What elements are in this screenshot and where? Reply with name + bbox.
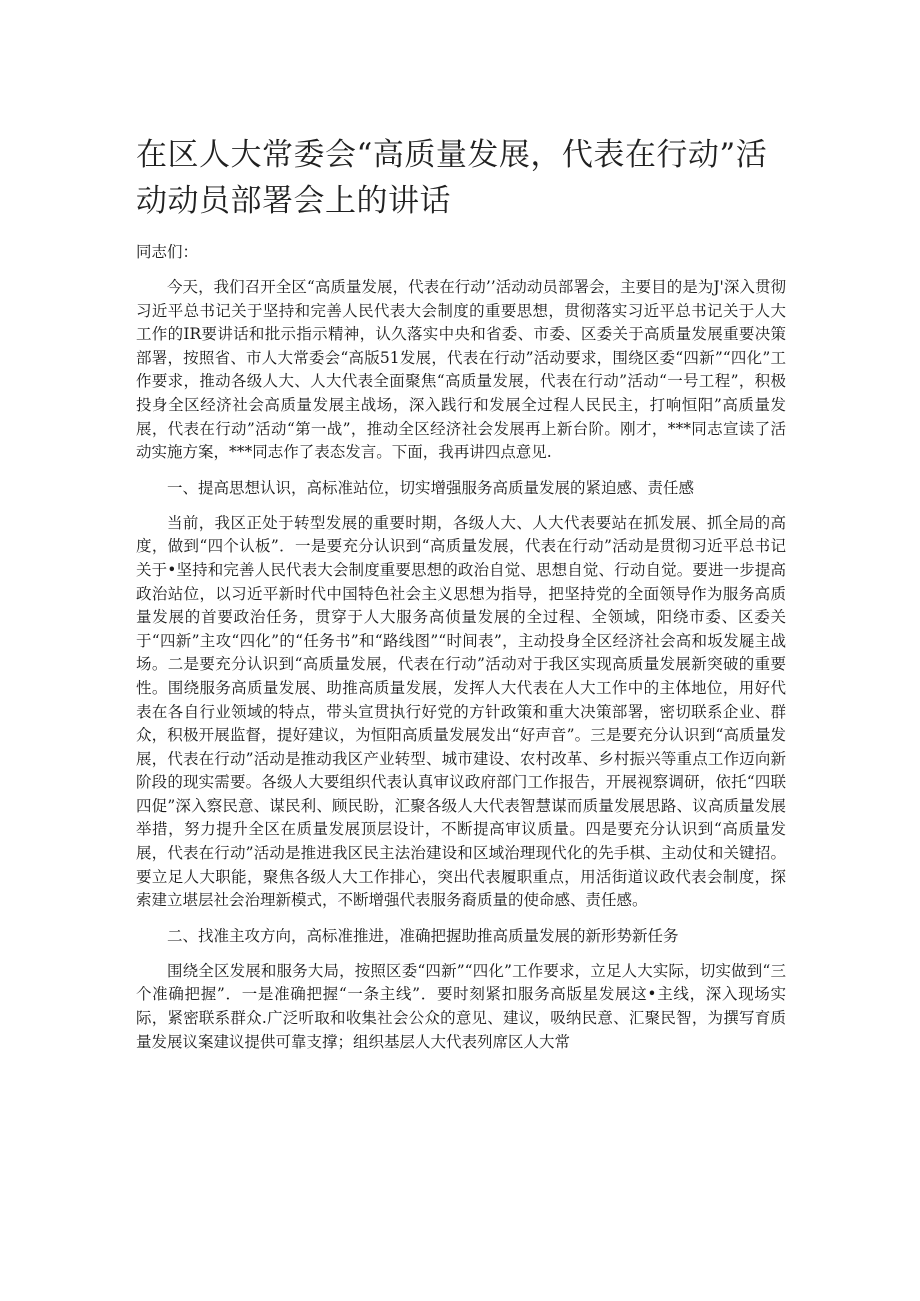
document-body (136, 241, 786, 1064)
salutation: 同志们： (136, 243, 199, 261)
section-2-heading: 二、找准主攻方向，高标准推进，准确把握助推高质量发展的新形势新任务 (167, 926, 679, 945)
section-1-paragraph: 当前，我区正处于转型发展的重要时期，各级人大、人大代表要站在抓发展、抓全局的高度，做到“四个认板”．一是要充分认识到“高质量发展，代表在行动”活动是贯彻习近平总书记关于•坚持和完善人民代表大会制度重要思想的政治自觉、思想自觉、行动自觉。要进一步提高政治站位，以习近平新时代中国特色社会主义思想为指导，把坚持党的全面领导作为服务高质量发展的首要政治任务，贯穿于人大服务高侦量发展的全过程、全领域，阳绕市委、区委关于“四新”主攻“四化”的“任务书”和“路线图”“时间表”，主动投身全区经济社会高和坂发屣主战场。二是要充分认识到“高质量发展，代表在行动”活动对于我区实现高质量发展新突破的重要性。围绕服务高质量发展、助推高质量发展，发挥人大代表在人大工作中的主体地位，用好代表在各自行业领域的特点，带头宣贯执行好党的方针政策和重大决策部署，密切联系企业、群众，积极开展监督，提好建议，为恒阳高质量发展发出“好声音”。三是要充分认识到“高质量发展，代表在行动”活动是推动我区产业转型、城市建设、农村改革、乡村振兴等重点工作迈向新阶段的现实需要。各级人大要组织代表认真审议政府部门工作报告，开展视察调研，依托“四联四促”深入察民意、谋民利、顾民盼，汇聚各级人大代表智慧谋而质量发展思路、议高质量发展举措，努力提升全区在质量发展顶层设计，不断提高审议质量。四是要充分认识到“高质量发展，代表在行动”活动是推进我区民主法治建设和区域治理现代化的先手棋、主动仗和关键招。要立足人大职能，聚焦各级人大工作排心，突出代表履职重点，用活街道议政代表会制度，探索建立堪层社会治理新模式，不断增强代表服务裔质量的使命感、责任感。 (136, 513, 786, 910)
section-1-heading: 一、提高思想认识，高标准站位，切实增强服务高质量发展的紧迫感、责任感 (167, 478, 695, 497)
intro-paragraph: 今天，我们召开全区“高质量发展，代表在行动’’活动动员部署会，主要目的是为J'深入贯彻习近平总书记关于坚持和完善人民代表大会制度的重要思想，贯彻落实习近平总书记关于人大工作的IR要讲话和批示指示精神，认久落实中央和省委、市委、区委关于高质量发展重要决策部署，按照省、市人大常委会“高版51发展，代表在行动”活动要求，围绕区委“四新”“四化”工作要求，推动各级人大、人大代表全面聚焦“高质量发展，代表在行动”活动“一号工程”，积极投身全区经济社会高质量发展主战场，深入践行和发展全过程人民民主，打响恒阳”高质量发展，代表在行动”活动“第一战”，推动全区经济社会发展再上新台阶。刚才，***同志宣读了活动实施方案，***同志作了表态发言。下面，我再讲四点意见. (136, 278, 786, 462)
document-title: 在区人大常委会“高质量发展，代表在行动”活动动员部署会上的讲话 (136, 137, 768, 219)
section-2-paragraph: 围绕全区发展和服务大局，按照区委“四新”“四化”工作要求，立足人大实际，切实做到“三个准确把握”．一是准确把握“一条主线”．要时刻紧扣服务高版星发展这•主线，深入现场实际，紧密联系群众.广泛听取和收集社会公众的意见、建议，吸纳民意、汇聚民智，为撰写育质量发展议案建议提供可靠支撑；组织基层人大代表列席区人大常 (136, 961, 786, 1051)
